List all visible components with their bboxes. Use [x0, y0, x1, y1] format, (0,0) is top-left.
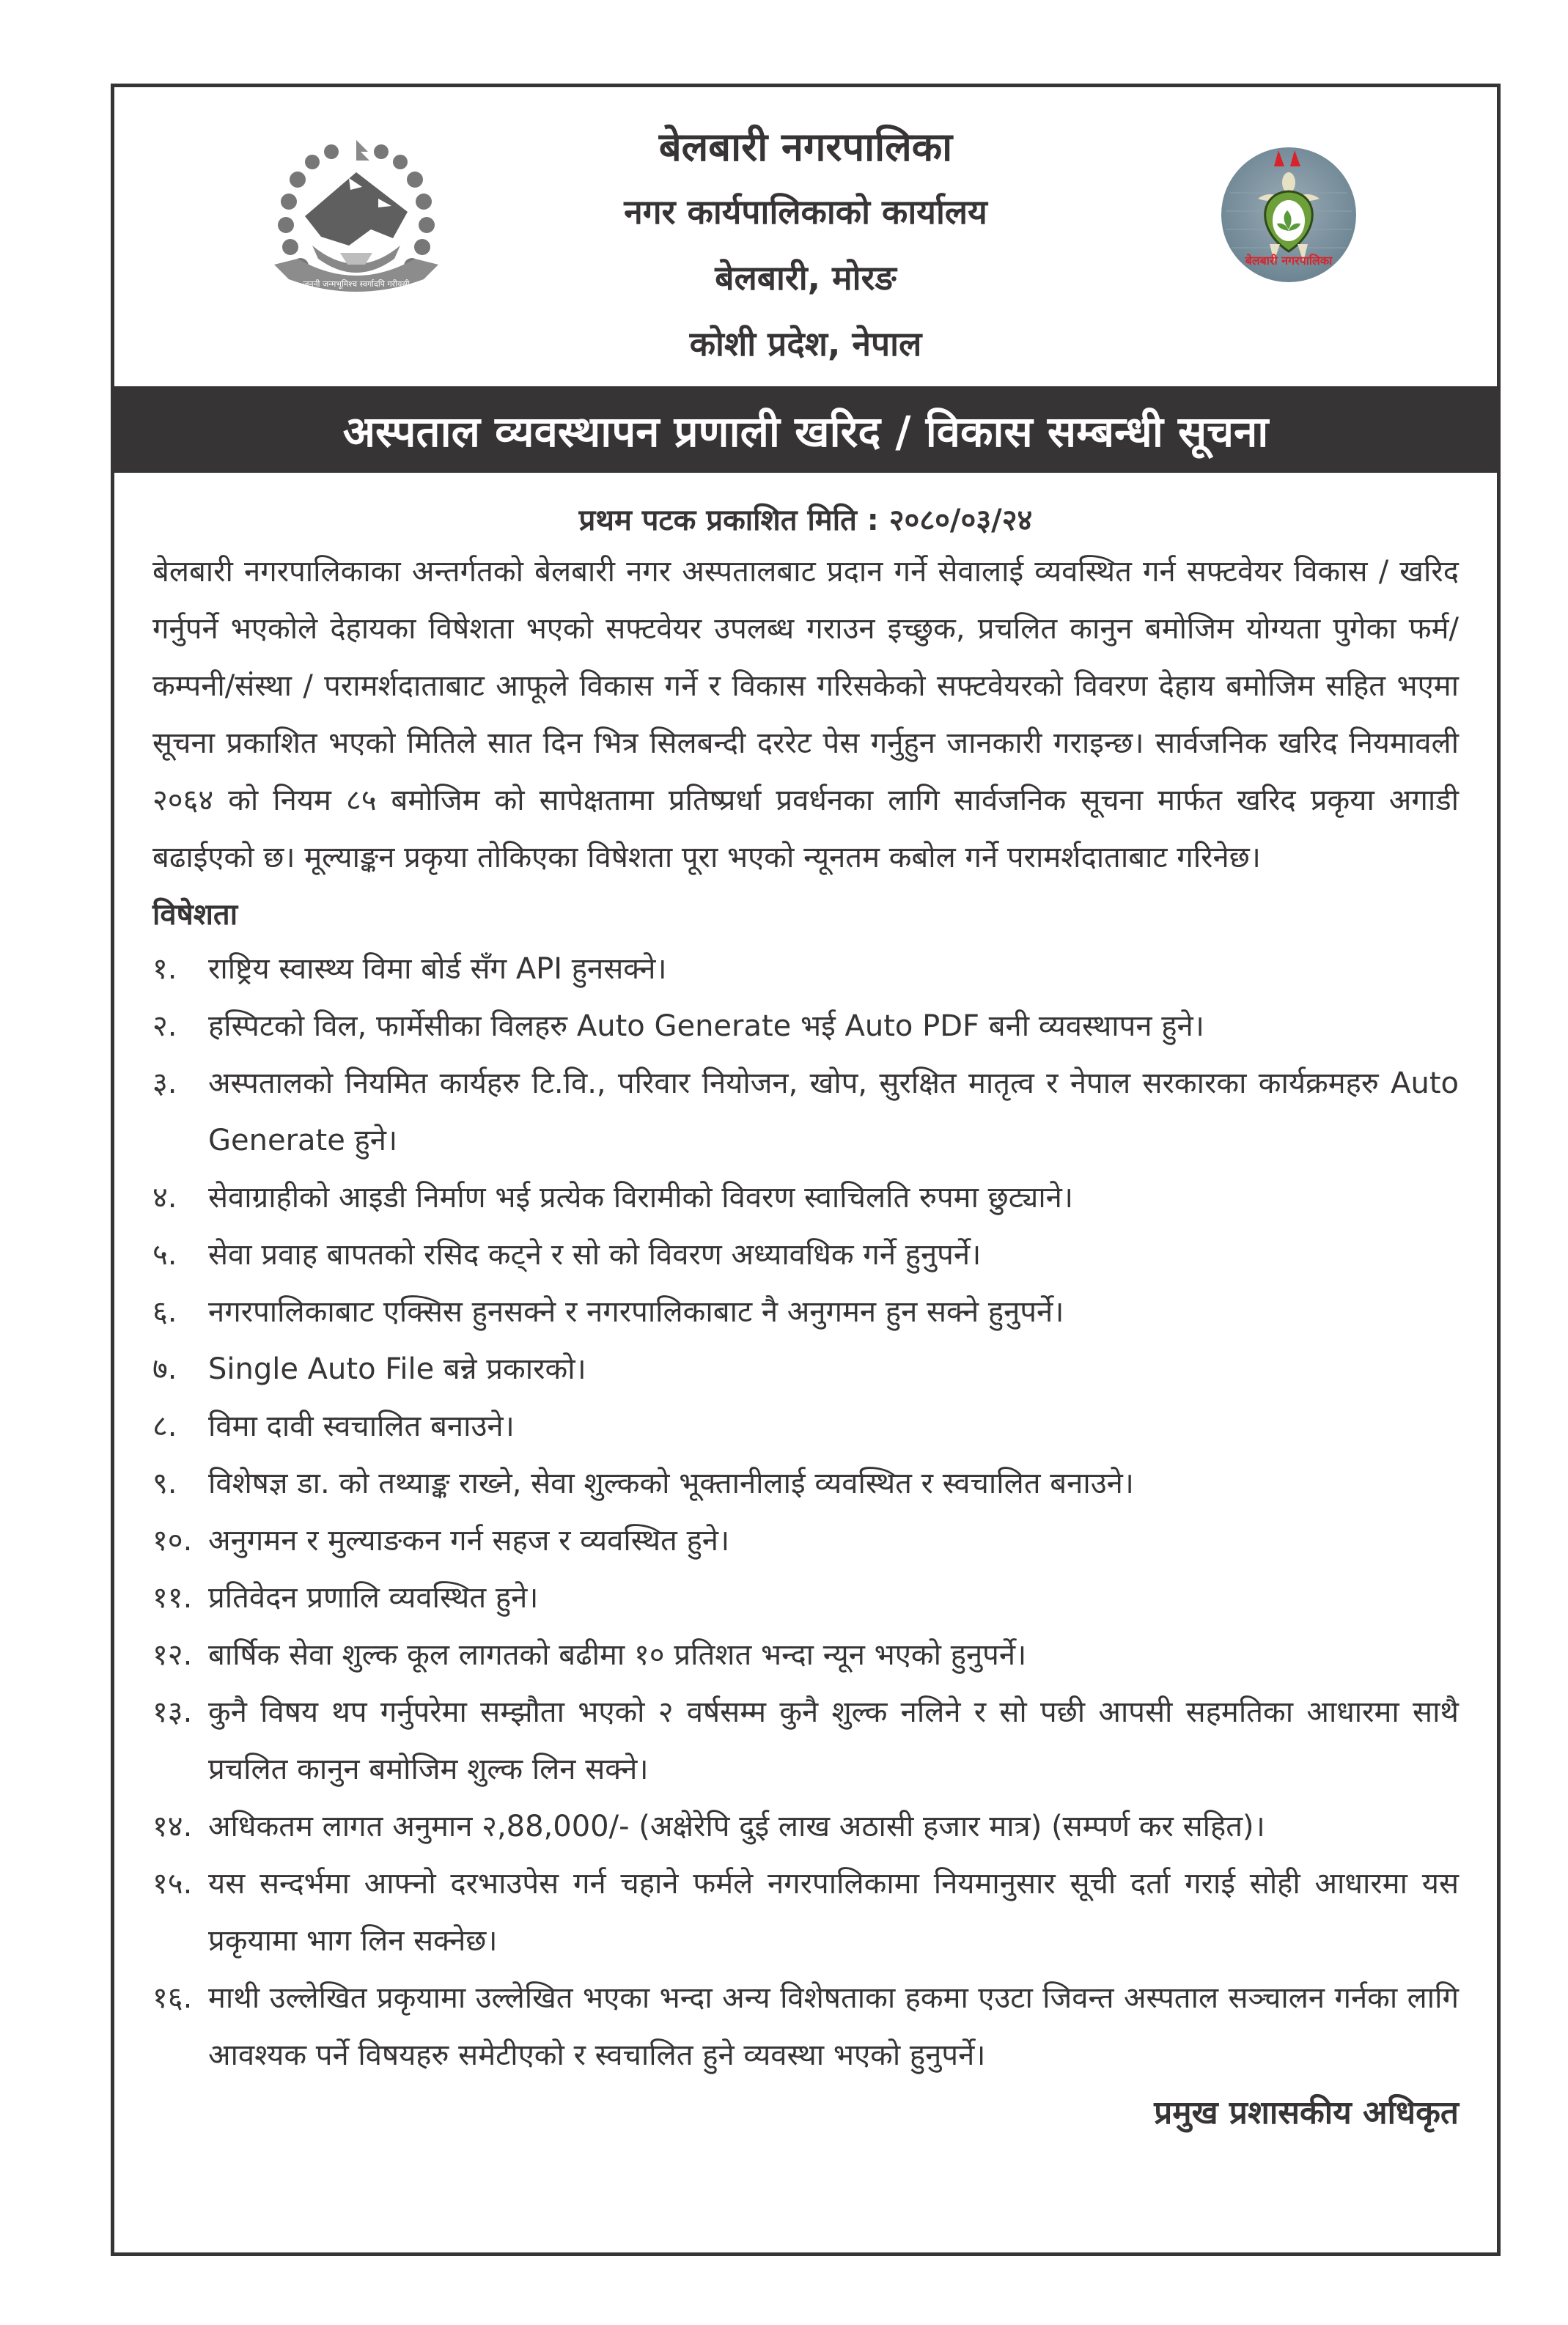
item-text: अधिकतम लागत अनुमान २,88,000/- (अक्षेरेपि दुई लाख अठासी हजार मात्र) (सम्पर्ण कर सहित)।: [208, 1810, 1265, 1843]
notice-body: [152, 498, 1459, 2142]
list-item: [152, 1512, 1459, 1569]
intro-paragraph: बेलबारी नगरपालिकाका अन्तर्गतको बेलबारी नगर अस्पतालबाट प्रदान गर्ने सेवालाई व्यवस्थित गर्न सफ्टवेयर विकास / खरिद गर्नुपर्ने भएकोले देहायका विषेशता भएको सफ्टवेयर उपलब्ध गराउन इच्छुक, प्रचलित कानुन बमोजिम योग्यता पुगेका फर्म/कम्पनी/संस्था / परामर्शदाताबाट आफूले विकास गर्ने र विकास गरिसकेको सफ्टवेयरको विवरण देहाय बमोजिम सहित भएमा सूचना प्रकाशित भएको मितिले सात दिन भित्र सिलबन्दी दररेट पेस गर्नुहुन जानकारी गराइन्छ। सार्वजनिक खरिद नियमावली २०६४ को नियम ८५ बमोजिम को सापेक्षतामा प्रतिष्प्रर्धा प्रवर्धनका लागि सार्वजनिक सूचना मार्फत खरिद प्रकृया अगाडी बढाईएको छ। मूल्याङ्कन प्रकृया तोकिएका विषेशता पूरा भएको न्यूनतम कबोल गर्ने परामर्शदाताबाट गरिनेछ।: [152, 555, 1459, 874]
item-number: १४.: [152, 1810, 193, 1843]
office-name: नगर कार्यपालिकाको कार्यालय: [624, 192, 987, 232]
svg-text:बेलबारी नगरपालिका: बेलबारी नगरपालिका: [1245, 254, 1333, 268]
list-item: [152, 1569, 1459, 1626]
item-number: ५.: [152, 1238, 177, 1272]
specifications-heading: विषेशता: [152, 898, 238, 932]
item-number: ११.: [152, 1581, 193, 1615]
list-item: [152, 1455, 1459, 1512]
item-number: ६.: [152, 1295, 177, 1329]
item-number: १६.: [152, 1981, 193, 2015]
item-text: कुनै विषय थप गर्नुपरेमा सम्झौता भएको २ वर्षसम्म कुनै शुल्क नलिने र सो पछी आपसी सहमतिका आधारमा साथै प्रचलित कानुन बमोजिम शुल्क लिन सक्ने।: [208, 1695, 1459, 1786]
item-text: नगरपालिकाबाट एक्सिस हुनसक्ने र नगरपालिकाबाट नै अनुगमन हुन सक्ने हुनुपर्ने।: [208, 1295, 1064, 1329]
list-item: [152, 1398, 1459, 1455]
item-text: प्रतिवेदन प्रणालि व्यवस्थित हुने।: [208, 1581, 539, 1615]
item-text: राष्ट्रिय स्वास्थ्य विमा बोर्ड सँग API हुनसक्ने।: [208, 952, 667, 986]
item-text: बार्षिक सेवा शुल्क कूल लागतको बढीमा १० प्रतिशत भन्दा न्यून भएको हुनुपर्ने।: [208, 1638, 1027, 1672]
item-text: Single Auto File बन्ने प्रकारको।: [208, 1352, 586, 1386]
notice-title-bar: [114, 386, 1497, 473]
signatory-title: प्रमुख प्रशासकीय अधिकृत: [1154, 2094, 1459, 2131]
item-number: ८.: [152, 1410, 177, 1443]
list-item: [152, 1626, 1459, 1684]
list-item: [152, 1798, 1459, 1855]
list-item: [152, 1855, 1459, 1970]
notice-title: अस्पताल व्यवस्थापन प्रणाली खरिद / विकास सम्बन्धी सूचना: [342, 406, 1269, 457]
specifications-list: [152, 940, 1459, 2084]
item-text: अनुगमन र मुल्याङकन गर्न सहज र व्यवस्थित हुने।: [208, 1524, 730, 1558]
item-number: १.: [152, 952, 177, 986]
list-item: [152, 1970, 1459, 2084]
item-number: ७.: [152, 1352, 177, 1386]
notice-frame: [111, 84, 1501, 2256]
list-item: [152, 1055, 1459, 1169]
item-text: माथी उल्लेखित प्रकृयामा उल्लेखित भएका भन्दा अन्य विशेषताका हकमा एउटा जिवन्त अस्पताल सञ्चालन गर्नका लागि आवश्यक पर्ने विषयहरु समेटीएको र स्वचालित हुने व्यवस्था भएको हुनुपर्ने।: [208, 1981, 1459, 2072]
item-number: १३.: [152, 1695, 193, 1729]
item-text: सेवाग्राहीको आइडी निर्माण भई प्रत्येक विरामीको विवरण स्वाचिलति रुपमा छुट्याने।: [208, 1181, 1074, 1215]
item-number: ४.: [152, 1181, 177, 1215]
item-number: ३.: [152, 1066, 177, 1100]
item-text: सेवा प्रवाह बापतको रसिद कट्ने र सो को विवरण अध्यावधिक गर्ने हुनुपर्ने।: [208, 1238, 982, 1272]
item-text: विमा दावी स्वचालित बनाउने।: [208, 1410, 515, 1443]
item-text: अस्पतालको नियमित कार्यहरु टि.वि., परिवार नियोजन, खोप, सुरक्षित मातृत्व र नेपाल सरकारका कार्यक्रमहरु Auto Generate हुने।: [208, 1066, 1459, 1157]
list-item: [152, 1226, 1459, 1283]
list-item: [152, 1283, 1459, 1341]
list-item: [152, 1169, 1459, 1226]
item-text: यस सन्दर्भमा आफ्नो दरभाउपेस गर्न चहाने फर्मले नगरपालिकामा नियमानुसार सूची दर्ता गराई सोही आधारमा यस प्रकृयामा भाग लिन सक्नेछ।: [208, 1867, 1459, 1958]
svg-text:जननी जन्मभूमिश्च स्वर्गादपि गर: जननी जन्मभूमिश्च स्वर्गादपि गरीयसी: [303, 279, 410, 289]
item-text: विशेषज्ञ डा. को तथ्याङ्क राख्ने, सेवा शुल्कको भूक्तानीलाई व्यवस्थित र स्वचालित बनाउने।: [208, 1467, 1134, 1500]
municipality-name: बेलबारी नगरपालिका: [658, 124, 953, 170]
list-item: [152, 998, 1459, 1055]
list-item: [152, 940, 1459, 998]
item-number: १५.: [152, 1867, 193, 1901]
header: [114, 87, 1497, 386]
item-number: १०.: [152, 1524, 193, 1558]
item-text: हस्पिटको विल, फार्मेसीका विलहरु Auto Generate भई Auto PDF बनी व्यवस्थापन हुने।: [208, 1009, 1204, 1043]
item-number: ९.: [152, 1467, 177, 1500]
municipality-logo-icon: [1215, 141, 1362, 288]
list-item: [152, 1341, 1459, 1398]
office-address: बेलबारी, मोरङ: [715, 258, 897, 298]
item-number: १२.: [152, 1638, 193, 1672]
list-item: [152, 1684, 1459, 1798]
item-number: २.: [152, 1009, 177, 1043]
publication-date: प्रथम पटक प्रकाशित मिति : २०८०/०३/२४: [578, 504, 1033, 537]
province-country: कोशी प्रदेश, नेपाल: [689, 324, 922, 364]
